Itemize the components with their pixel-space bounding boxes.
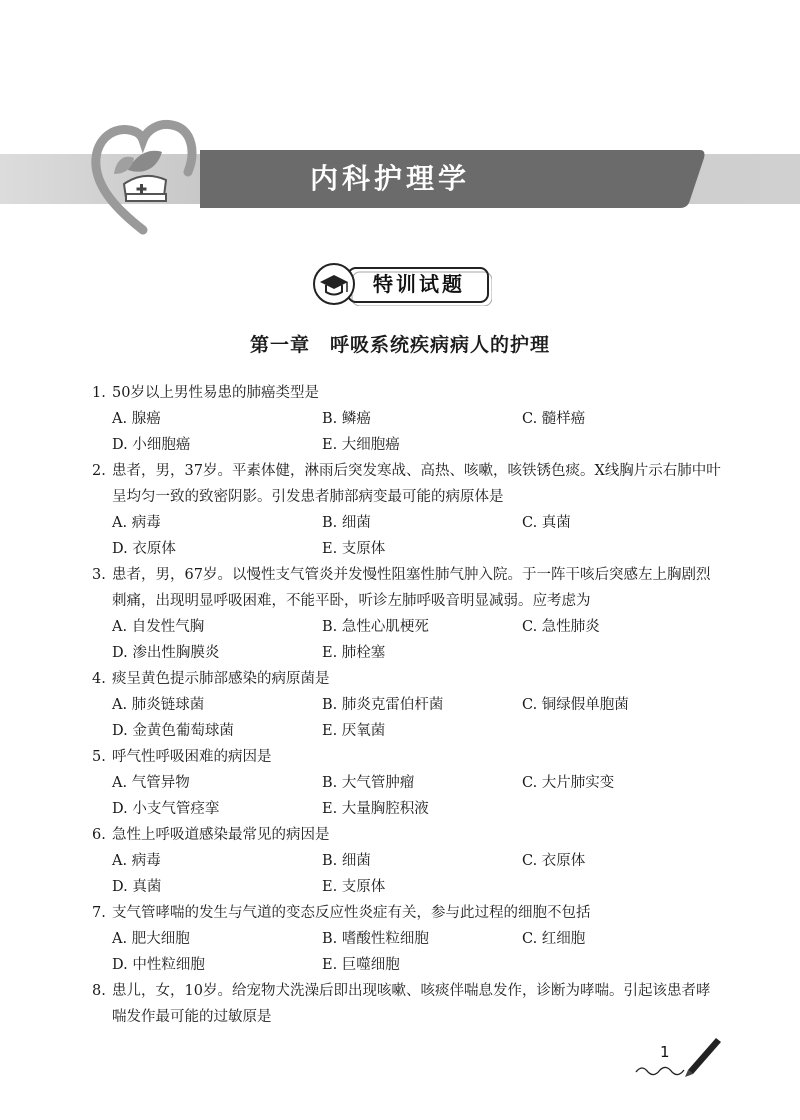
question-stem: 患儿，女，10岁。给宠物犬洗澡后即出现咳嗽、咳痰伴喘息发作，诊断为哮喘。引起该患者哮喘发作最可能的过敏原是 xyxy=(112,983,711,1025)
option: A. 肥大细胞 xyxy=(112,931,190,947)
option: C. 急性肺炎 xyxy=(522,619,600,635)
option: A. 自发性气胸 xyxy=(112,619,205,635)
option: E. 巨噬细胞 xyxy=(322,957,400,973)
option: A. 腺癌 xyxy=(112,411,161,427)
option: E. 肺栓塞 xyxy=(322,645,386,661)
chapter-title: 第一章 呼吸系统疾病病人的护理 xyxy=(249,334,550,356)
question-item xyxy=(92,562,724,666)
option: D. 渗出性胸膜炎 xyxy=(112,645,220,661)
option: B. 细菌 xyxy=(322,515,371,531)
question-item xyxy=(92,458,724,562)
pen-icon xyxy=(632,1030,724,1080)
option: E. 支原体 xyxy=(322,541,386,557)
option: D. 真菌 xyxy=(112,879,162,895)
option: A. 病毒 xyxy=(112,853,161,869)
option: C. 铜绿假单胞菌 xyxy=(522,697,629,713)
option: D. 金黄色葡萄球菌 xyxy=(112,723,234,739)
option: A. 气管异物 xyxy=(112,775,190,791)
question-item xyxy=(92,822,724,900)
option: E. 厌氧菌 xyxy=(322,723,386,739)
question-stem: 支气管哮喘的发生与气道的变态反应性炎症有关，参与此过程的细胞不包括 xyxy=(112,905,591,921)
question-stem: 50岁以上男性易患的肺癌类型是 xyxy=(112,385,319,401)
option: A. 病毒 xyxy=(112,515,161,531)
question-item xyxy=(92,380,724,458)
question-stem: 痰呈黄色提示肺部感染的病原菌是 xyxy=(112,671,330,687)
question-stem: 急性上呼吸道感染最常见的病因是 xyxy=(112,827,330,843)
option: C. 髓样癌 xyxy=(522,411,586,427)
question-number: 8. xyxy=(92,983,106,999)
option: B. 嗜酸性粒细胞 xyxy=(322,931,429,947)
option: B. 急性心肌梗死 xyxy=(322,619,429,635)
question-item xyxy=(92,744,724,822)
option: C. 衣原体 xyxy=(522,853,586,869)
option: D. 小细胞癌 xyxy=(112,437,191,453)
option: D. 中性粒细胞 xyxy=(112,957,205,973)
option: B. 肺炎克雷伯杆菌 xyxy=(322,697,444,713)
option: B. 大气管肿瘤 xyxy=(322,775,415,791)
question-item xyxy=(92,978,724,1030)
question-stem: 呼气性呼吸困难的病因是 xyxy=(112,749,272,765)
question-number: 2. xyxy=(92,463,106,479)
question-stem: 患者，男，37岁。平素体健，淋雨后突发寒战、高热、咳嗽，咳铁锈色痰。X线胸片示右肺中叶呈均匀一致的致密阴影。引发患者肺部病变最可能的病原体是 xyxy=(112,463,721,505)
question-stem: 患者，男，67岁。以慢性支气管炎并发慢性阻塞性肺气肿入院。于一阵干咳后突感左上胸剧烈刺痛，出现明显呼吸困难，不能平卧，听诊左肺呼吸音明显减弱。应考虑为 xyxy=(112,567,711,609)
question-number: 6. xyxy=(92,827,106,843)
option: A. 肺炎链球菌 xyxy=(112,697,205,713)
question-item xyxy=(92,666,724,744)
option: B. 鳞癌 xyxy=(322,411,371,427)
option: E. 大量胸腔积液 xyxy=(322,801,429,817)
option: C. 红细胞 xyxy=(522,931,586,947)
option: D. 衣原体 xyxy=(112,541,176,557)
question-number: 3. xyxy=(92,567,106,583)
option: E. 大细胞癌 xyxy=(322,437,400,453)
question-list xyxy=(92,380,724,1030)
question-number: 5. xyxy=(92,749,106,765)
question-number: 1. xyxy=(92,385,106,401)
section-badge-label: 特训试题 xyxy=(373,272,465,296)
option: D. 小支气管痉挛 xyxy=(112,801,220,817)
option: C. 大片肺实变 xyxy=(522,775,615,791)
option: B. 细菌 xyxy=(322,853,371,869)
nurse-heart-icon xyxy=(88,118,198,238)
page-number: 1 xyxy=(660,1043,670,1061)
option: E. 支原体 xyxy=(322,879,386,895)
question-item xyxy=(92,900,724,978)
subject-title: 内科护理学 xyxy=(309,162,470,195)
question-number: 7. xyxy=(92,905,106,921)
option: C. 真菌 xyxy=(522,515,571,531)
question-number: 4. xyxy=(92,671,106,687)
